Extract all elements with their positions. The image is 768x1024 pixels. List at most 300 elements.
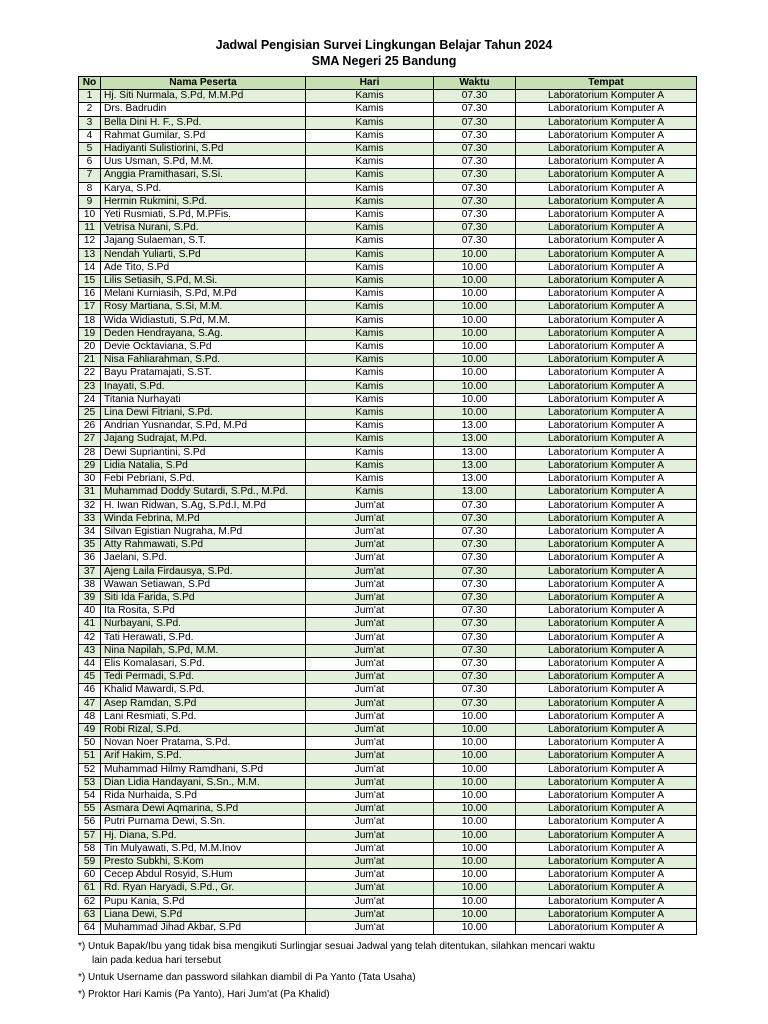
cell-nama-peserta: Tati Herawati, S.Pd. bbox=[101, 631, 306, 644]
cell-no: 36 bbox=[79, 552, 101, 565]
cell-waktu: 10.00 bbox=[434, 314, 516, 327]
cell-no: 10 bbox=[79, 209, 101, 222]
table-body bbox=[79, 90, 697, 935]
cell-waktu: 10.00 bbox=[434, 354, 516, 367]
cell-nama-peserta: Putri Purnama Dewi, S.Sn. bbox=[101, 816, 306, 829]
cell-tempat: Laboratorium Komputer A bbox=[516, 103, 697, 116]
cell-waktu: 10.00 bbox=[434, 842, 516, 855]
cell-nama-peserta: Khalid Mawardi, S.Pd. bbox=[101, 684, 306, 697]
cell-waktu: 10.00 bbox=[434, 816, 516, 829]
cell-waktu: 10.00 bbox=[434, 275, 516, 288]
cell-no: 57 bbox=[79, 829, 101, 842]
cell-hari: Jum'at bbox=[306, 578, 434, 591]
cell-hari: Kamis bbox=[306, 182, 434, 195]
cell-tempat: Laboratorium Komputer A bbox=[516, 235, 697, 248]
cell-hari: Kamis bbox=[306, 103, 434, 116]
cell-nama-peserta: Tin Mulyawati, S.Pd, M.M.Inov bbox=[101, 842, 306, 855]
cell-waktu: 07.30 bbox=[434, 605, 516, 618]
cell-tempat: Laboratorium Komputer A bbox=[516, 684, 697, 697]
cell-waktu: 07.30 bbox=[434, 195, 516, 208]
table-row bbox=[79, 182, 697, 195]
cell-waktu: 07.30 bbox=[434, 169, 516, 182]
cell-tempat: Laboratorium Komputer A bbox=[516, 341, 697, 354]
cell-nama-peserta: Febi Pebriani, S.Pd. bbox=[101, 473, 306, 486]
cell-hari: Kamis bbox=[306, 169, 434, 182]
table-row bbox=[79, 235, 697, 248]
cell-hari: Kamis bbox=[306, 473, 434, 486]
cell-tempat: Laboratorium Komputer A bbox=[516, 354, 697, 367]
cell-waktu: 07.30 bbox=[434, 222, 516, 235]
table-row bbox=[79, 116, 697, 129]
cell-waktu: 10.00 bbox=[434, 776, 516, 789]
cell-no: 35 bbox=[79, 539, 101, 552]
table-row bbox=[79, 842, 697, 855]
cell-hari: Kamis bbox=[306, 90, 434, 103]
cell-tempat: Laboratorium Komputer A bbox=[516, 156, 697, 169]
cell-hari: Jum'at bbox=[306, 552, 434, 565]
cell-waktu: 10.00 bbox=[434, 301, 516, 314]
cell-waktu: 07.30 bbox=[434, 671, 516, 684]
cell-hari: Kamis bbox=[306, 301, 434, 314]
cell-no: 53 bbox=[79, 776, 101, 789]
cell-nama-peserta: Presto Subkhi, S.Kom bbox=[101, 855, 306, 868]
cell-no: 33 bbox=[79, 512, 101, 525]
cell-waktu: 07.30 bbox=[434, 552, 516, 565]
cell-no: 56 bbox=[79, 816, 101, 829]
cell-no: 21 bbox=[79, 354, 101, 367]
cell-nama-peserta: Rida Nurhaida, S.Pd bbox=[101, 789, 306, 802]
cell-nama-peserta: Drs. Badrudin bbox=[101, 103, 306, 116]
table-row bbox=[79, 169, 697, 182]
cell-tempat: Laboratorium Komputer A bbox=[516, 275, 697, 288]
table-row bbox=[79, 209, 697, 222]
cell-waktu: 07.30 bbox=[434, 684, 516, 697]
cell-hari: Kamis bbox=[306, 156, 434, 169]
cell-hari: Jum'at bbox=[306, 737, 434, 750]
cell-no: 26 bbox=[79, 420, 101, 433]
cell-hari: Jum'at bbox=[306, 605, 434, 618]
cell-nama-peserta: Dian Lidia Handayani, S.Sn., M.M. bbox=[101, 776, 306, 789]
cell-tempat: Laboratorium Komputer A bbox=[516, 143, 697, 156]
table-row bbox=[79, 552, 697, 565]
table-row bbox=[79, 737, 697, 750]
header-nama-peserta: Nama Peserta bbox=[101, 77, 306, 90]
cell-no: 38 bbox=[79, 578, 101, 591]
cell-no: 6 bbox=[79, 156, 101, 169]
cell-waktu: 10.00 bbox=[434, 723, 516, 736]
cell-nama-peserta: Melani Kurniasih, S.Pd, M.Pd bbox=[101, 288, 306, 301]
table-row bbox=[79, 407, 697, 420]
cell-waktu: 10.00 bbox=[434, 261, 516, 274]
cell-no: 32 bbox=[79, 499, 101, 512]
cell-nama-peserta: Ita Rosita, S.Pd bbox=[101, 605, 306, 618]
cell-tempat: Laboratorium Komputer A bbox=[516, 697, 697, 710]
cell-nama-peserta: Anggia Pramithasari, S.Si. bbox=[101, 169, 306, 182]
cell-nama-peserta: Pupu Kania, S.Pd bbox=[101, 895, 306, 908]
cell-nama-peserta: Andrian Yusnandar, S.Pd, M.Pd bbox=[101, 420, 306, 433]
cell-nama-peserta: Karya, S.Pd. bbox=[101, 182, 306, 195]
cell-no: 44 bbox=[79, 657, 101, 670]
cell-no: 25 bbox=[79, 407, 101, 420]
cell-no: 16 bbox=[79, 288, 101, 301]
cell-nama-peserta: Rd. Ryan Haryadi, S.Pd., Gr. bbox=[101, 882, 306, 895]
cell-waktu: 10.00 bbox=[434, 248, 516, 261]
cell-no: 59 bbox=[79, 855, 101, 868]
footnote-proctor: *) Proktor Hari Kamis (Pa Yanto), Hari Jum'at (Pa Khalid) bbox=[78, 989, 330, 1000]
cell-hari: Jum'at bbox=[306, 750, 434, 763]
header-no: No bbox=[79, 77, 101, 90]
cell-tempat: Laboratorium Komputer A bbox=[516, 750, 697, 763]
table-row bbox=[79, 829, 697, 842]
table-row bbox=[79, 657, 697, 670]
table-row bbox=[79, 750, 697, 763]
cell-waktu: 10.00 bbox=[434, 908, 516, 921]
cell-hari: Jum'at bbox=[306, 789, 434, 802]
cell-no: 51 bbox=[79, 750, 101, 763]
cell-hari: Kamis bbox=[306, 433, 434, 446]
cell-hari: Jum'at bbox=[306, 895, 434, 908]
cell-no: 11 bbox=[79, 222, 101, 235]
cell-waktu: 13.00 bbox=[434, 473, 516, 486]
table-row bbox=[79, 512, 697, 525]
cell-no: 28 bbox=[79, 446, 101, 459]
cell-nama-peserta: Arif Hakim, S.Pd. bbox=[101, 750, 306, 763]
cell-hari: Jum'at bbox=[306, 591, 434, 604]
cell-tempat: Laboratorium Komputer A bbox=[516, 380, 697, 393]
cell-tempat: Laboratorium Komputer A bbox=[516, 261, 697, 274]
cell-waktu: 07.30 bbox=[434, 565, 516, 578]
cell-nama-peserta: Lidia Natalia, S.Pd bbox=[101, 459, 306, 472]
cell-no: 31 bbox=[79, 486, 101, 499]
cell-nama-peserta: Hermin Rukmini, S.Pd. bbox=[101, 195, 306, 208]
table-row bbox=[79, 789, 697, 802]
cell-nama-peserta: Nendah Yuliarti, S.Pd bbox=[101, 248, 306, 261]
cell-waktu: 07.30 bbox=[434, 116, 516, 129]
cell-nama-peserta: Jaelani, S.Pd. bbox=[101, 552, 306, 565]
cell-hari: Jum'at bbox=[306, 829, 434, 842]
cell-waktu: 10.00 bbox=[434, 763, 516, 776]
table-row bbox=[79, 869, 697, 882]
cell-nama-peserta: Silvan Egistian Nugraha, M.Pd bbox=[101, 525, 306, 538]
cell-tempat: Laboratorium Komputer A bbox=[516, 829, 697, 842]
table-header-row bbox=[79, 77, 697, 90]
cell-tempat: Laboratorium Komputer A bbox=[516, 169, 697, 182]
cell-waktu: 13.00 bbox=[434, 433, 516, 446]
cell-no: 5 bbox=[79, 143, 101, 156]
cell-no: 47 bbox=[79, 697, 101, 710]
cell-tempat: Laboratorium Komputer A bbox=[516, 90, 697, 103]
cell-nama-peserta: Inayati, S.Pd. bbox=[101, 380, 306, 393]
table-row bbox=[79, 631, 697, 644]
cell-hari: Jum'at bbox=[306, 539, 434, 552]
cell-no: 42 bbox=[79, 631, 101, 644]
cell-nama-peserta: Bella Dini H. F., S.Pd. bbox=[101, 116, 306, 129]
cell-nama-peserta: Wida Widiastuti, S.Pd, M.M. bbox=[101, 314, 306, 327]
cell-waktu: 07.30 bbox=[434, 156, 516, 169]
table-row bbox=[79, 446, 697, 459]
cell-hari: Kamis bbox=[306, 222, 434, 235]
cell-waktu: 10.00 bbox=[434, 710, 516, 723]
cell-nama-peserta: H. Iwan Ridwan, S.Ag, S.Pd.I, M.Pd bbox=[101, 499, 306, 512]
cell-no: 2 bbox=[79, 103, 101, 116]
cell-hari: Kamis bbox=[306, 341, 434, 354]
cell-nama-peserta: Novan Noer Pratama, S.Pd. bbox=[101, 737, 306, 750]
cell-tempat: Laboratorium Komputer A bbox=[516, 222, 697, 235]
cell-nama-peserta: Lina Dewi Fitriani, S.Pd. bbox=[101, 407, 306, 420]
cell-tempat: Laboratorium Komputer A bbox=[516, 816, 697, 829]
cell-tempat: Laboratorium Komputer A bbox=[516, 565, 697, 578]
cell-waktu: 10.00 bbox=[434, 407, 516, 420]
cell-nama-peserta: Rosy Martiana, S.Si, M.M. bbox=[101, 301, 306, 314]
cell-waktu: 10.00 bbox=[434, 829, 516, 842]
footnote-reschedule-line2: lain pada kedua hari tersebut bbox=[92, 955, 221, 966]
cell-tempat: Laboratorium Komputer A bbox=[516, 393, 697, 406]
cell-tempat: Laboratorium Komputer A bbox=[516, 803, 697, 816]
cell-hari: Kamis bbox=[306, 380, 434, 393]
cell-no: 37 bbox=[79, 565, 101, 578]
cell-no: 20 bbox=[79, 341, 101, 354]
table-row bbox=[79, 393, 697, 406]
cell-waktu: 07.30 bbox=[434, 129, 516, 142]
cell-no: 18 bbox=[79, 314, 101, 327]
cell-waktu: 07.30 bbox=[434, 499, 516, 512]
cell-hari: Kamis bbox=[306, 261, 434, 274]
cell-nama-peserta: Muhammad Hilmy Ramdhani, S.Pd bbox=[101, 763, 306, 776]
cell-waktu: 10.00 bbox=[434, 341, 516, 354]
cell-nama-peserta: Titania Nurhayati bbox=[101, 393, 306, 406]
cell-tempat: Laboratorium Komputer A bbox=[516, 486, 697, 499]
cell-tempat: Laboratorium Komputer A bbox=[516, 301, 697, 314]
table-row bbox=[79, 855, 697, 868]
cell-nama-peserta: Wawan Setiawan, S.Pd bbox=[101, 578, 306, 591]
table-row bbox=[79, 684, 697, 697]
cell-tempat: Laboratorium Komputer A bbox=[516, 591, 697, 604]
table-row bbox=[79, 591, 697, 604]
cell-waktu: 07.30 bbox=[434, 539, 516, 552]
cell-no: 22 bbox=[79, 367, 101, 380]
cell-waktu: 10.00 bbox=[434, 327, 516, 340]
header-tempat: Tempat bbox=[516, 77, 697, 90]
cell-tempat: Laboratorium Komputer A bbox=[516, 182, 697, 195]
cell-waktu: 10.00 bbox=[434, 922, 516, 935]
cell-hari: Kamis bbox=[306, 288, 434, 301]
cell-no: 63 bbox=[79, 908, 101, 921]
cell-hari: Kamis bbox=[306, 209, 434, 222]
cell-nama-peserta: Nisa Fahliarahman, S.Pd. bbox=[101, 354, 306, 367]
cell-hari: Kamis bbox=[306, 235, 434, 248]
cell-tempat: Laboratorium Komputer A bbox=[516, 737, 697, 750]
table-row bbox=[79, 473, 697, 486]
table-row bbox=[79, 222, 697, 235]
cell-no: 46 bbox=[79, 684, 101, 697]
cell-tempat: Laboratorium Komputer A bbox=[516, 869, 697, 882]
cell-hari: Jum'at bbox=[306, 644, 434, 657]
cell-no: 58 bbox=[79, 842, 101, 855]
cell-no: 19 bbox=[79, 327, 101, 340]
cell-no: 52 bbox=[79, 763, 101, 776]
cell-no: 9 bbox=[79, 195, 101, 208]
table-row bbox=[79, 354, 697, 367]
table-row bbox=[79, 605, 697, 618]
cell-hari: Jum'at bbox=[306, 882, 434, 895]
cell-nama-peserta: Devie Ocktaviana, S.Pd bbox=[101, 341, 306, 354]
cell-nama-peserta: Nina Napilah, S.Pd, M.M. bbox=[101, 644, 306, 657]
table-row bbox=[79, 816, 697, 829]
cell-waktu: 07.30 bbox=[434, 103, 516, 116]
table-row bbox=[79, 459, 697, 472]
cell-tempat: Laboratorium Komputer A bbox=[516, 459, 697, 472]
cell-nama-peserta: Liana Dewi, S.Pd bbox=[101, 908, 306, 921]
cell-no: 1 bbox=[79, 90, 101, 103]
cell-hari: Jum'at bbox=[306, 816, 434, 829]
header-waktu: Waktu bbox=[434, 77, 516, 90]
cell-tempat: Laboratorium Komputer A bbox=[516, 671, 697, 684]
cell-waktu: 07.30 bbox=[434, 512, 516, 525]
cell-no: 15 bbox=[79, 275, 101, 288]
table-row bbox=[79, 261, 697, 274]
cell-hari: Kamis bbox=[306, 393, 434, 406]
cell-tempat: Laboratorium Komputer A bbox=[516, 314, 697, 327]
cell-waktu: 07.30 bbox=[434, 644, 516, 657]
cell-hari: Jum'at bbox=[306, 684, 434, 697]
cell-tempat: Laboratorium Komputer A bbox=[516, 552, 697, 565]
cell-nama-peserta: Atty Rahmawati, S.Pd bbox=[101, 539, 306, 552]
table-row bbox=[79, 671, 697, 684]
table-row bbox=[79, 380, 697, 393]
cell-tempat: Laboratorium Komputer A bbox=[516, 116, 697, 129]
cell-tempat: Laboratorium Komputer A bbox=[516, 539, 697, 552]
schedule-table bbox=[78, 76, 697, 935]
cell-tempat: Laboratorium Komputer A bbox=[516, 407, 697, 420]
cell-hari: Kamis bbox=[306, 129, 434, 142]
cell-waktu: 07.30 bbox=[434, 235, 516, 248]
cell-hari: Jum'at bbox=[306, 842, 434, 855]
cell-hari: Jum'at bbox=[306, 565, 434, 578]
cell-hari: Kamis bbox=[306, 459, 434, 472]
table-row bbox=[79, 420, 697, 433]
cell-no: 55 bbox=[79, 803, 101, 816]
cell-no: 7 bbox=[79, 169, 101, 182]
cell-hari: Kamis bbox=[306, 143, 434, 156]
table-row bbox=[79, 486, 697, 499]
header-hari: Hari bbox=[306, 77, 434, 90]
cell-hari: Jum'at bbox=[306, 631, 434, 644]
cell-tempat: Laboratorium Komputer A bbox=[516, 420, 697, 433]
table-row bbox=[79, 922, 697, 935]
cell-hari: Jum'at bbox=[306, 525, 434, 538]
cell-hari: Jum'at bbox=[306, 512, 434, 525]
cell-hari: Kamis bbox=[306, 195, 434, 208]
table-row bbox=[79, 195, 697, 208]
table-row bbox=[79, 156, 697, 169]
cell-tempat: Laboratorium Komputer A bbox=[516, 908, 697, 921]
cell-hari: Jum'at bbox=[306, 763, 434, 776]
cell-no: 45 bbox=[79, 671, 101, 684]
cell-no: 40 bbox=[79, 605, 101, 618]
cell-hari: Kamis bbox=[306, 116, 434, 129]
cell-no: 62 bbox=[79, 895, 101, 908]
cell-nama-peserta: Hadiyanti Sulistiorini, S.Pd bbox=[101, 143, 306, 156]
cell-nama-peserta: Hj. Diana, S.Pd. bbox=[101, 829, 306, 842]
cell-tempat: Laboratorium Komputer A bbox=[516, 195, 697, 208]
table-row bbox=[79, 644, 697, 657]
cell-hari: Jum'at bbox=[306, 618, 434, 631]
cell-waktu: 07.30 bbox=[434, 591, 516, 604]
cell-no: 29 bbox=[79, 459, 101, 472]
cell-waktu: 10.00 bbox=[434, 737, 516, 750]
cell-tempat: Laboratorium Komputer A bbox=[516, 657, 697, 670]
cell-nama-peserta: Asep Ramdan, S.Pd bbox=[101, 697, 306, 710]
cell-waktu: 10.00 bbox=[434, 288, 516, 301]
cell-tempat: Laboratorium Komputer A bbox=[516, 644, 697, 657]
cell-hari: Kamis bbox=[306, 248, 434, 261]
cell-waktu: 07.30 bbox=[434, 90, 516, 103]
cell-waktu: 07.30 bbox=[434, 631, 516, 644]
cell-nama-peserta: Vetrisa Nurani, S.Pd. bbox=[101, 222, 306, 235]
table-row bbox=[79, 367, 697, 380]
table-row bbox=[79, 803, 697, 816]
cell-nama-peserta: Bayu Pratamajati, S.ST. bbox=[101, 367, 306, 380]
cell-no: 39 bbox=[79, 591, 101, 604]
cell-tempat: Laboratorium Komputer A bbox=[516, 433, 697, 446]
table-row bbox=[79, 301, 697, 314]
cell-waktu: 10.00 bbox=[434, 750, 516, 763]
cell-waktu: 10.00 bbox=[434, 789, 516, 802]
footnotes bbox=[78, 940, 718, 1005]
table-row bbox=[79, 723, 697, 736]
cell-nama-peserta: Siti Ida Farida, S.Pd bbox=[101, 591, 306, 604]
cell-no: 64 bbox=[79, 922, 101, 935]
table-row bbox=[79, 275, 697, 288]
table-row bbox=[79, 525, 697, 538]
cell-tempat: Laboratorium Komputer A bbox=[516, 631, 697, 644]
cell-hari: Jum'at bbox=[306, 499, 434, 512]
table-row bbox=[79, 697, 697, 710]
cell-hari: Jum'at bbox=[306, 710, 434, 723]
table-row bbox=[79, 341, 697, 354]
cell-waktu: 10.00 bbox=[434, 895, 516, 908]
table-row bbox=[79, 539, 697, 552]
cell-no: 23 bbox=[79, 380, 101, 393]
cell-tempat: Laboratorium Komputer A bbox=[516, 922, 697, 935]
cell-tempat: Laboratorium Komputer A bbox=[516, 367, 697, 380]
cell-hari: Kamis bbox=[306, 486, 434, 499]
table-row bbox=[79, 327, 697, 340]
cell-nama-peserta: Jajang Sudrajat, M.Pd. bbox=[101, 433, 306, 446]
cell-nama-peserta: Asmara Dewi Aqmarina, S.Pd bbox=[101, 803, 306, 816]
cell-waktu: 13.00 bbox=[434, 420, 516, 433]
cell-nama-peserta: Robi Rizal, S.Pd. bbox=[101, 723, 306, 736]
cell-no: 8 bbox=[79, 182, 101, 195]
cell-nama-peserta: Lilis Setiasih, S.Pd, M.Si. bbox=[101, 275, 306, 288]
cell-tempat: Laboratorium Komputer A bbox=[516, 578, 697, 591]
table-row bbox=[79, 776, 697, 789]
cell-tempat: Laboratorium Komputer A bbox=[516, 248, 697, 261]
cell-tempat: Laboratorium Komputer A bbox=[516, 209, 697, 222]
cell-hari: Kamis bbox=[306, 314, 434, 327]
school-name: SMA Negeri 25 Bandung bbox=[311, 54, 457, 68]
cell-tempat: Laboratorium Komputer A bbox=[516, 473, 697, 486]
cell-nama-peserta: Yeti Rusmiati, S.Pd, M.PFis. bbox=[101, 209, 306, 222]
cell-no: 3 bbox=[79, 116, 101, 129]
cell-waktu: 13.00 bbox=[434, 459, 516, 472]
cell-no: 60 bbox=[79, 869, 101, 882]
cell-tempat: Laboratorium Komputer A bbox=[516, 723, 697, 736]
cell-nama-peserta: Tedi Permadi, S.Pd. bbox=[101, 671, 306, 684]
cell-hari: Kamis bbox=[306, 275, 434, 288]
table-row bbox=[79, 710, 697, 723]
cell-tempat: Laboratorium Komputer A bbox=[516, 327, 697, 340]
